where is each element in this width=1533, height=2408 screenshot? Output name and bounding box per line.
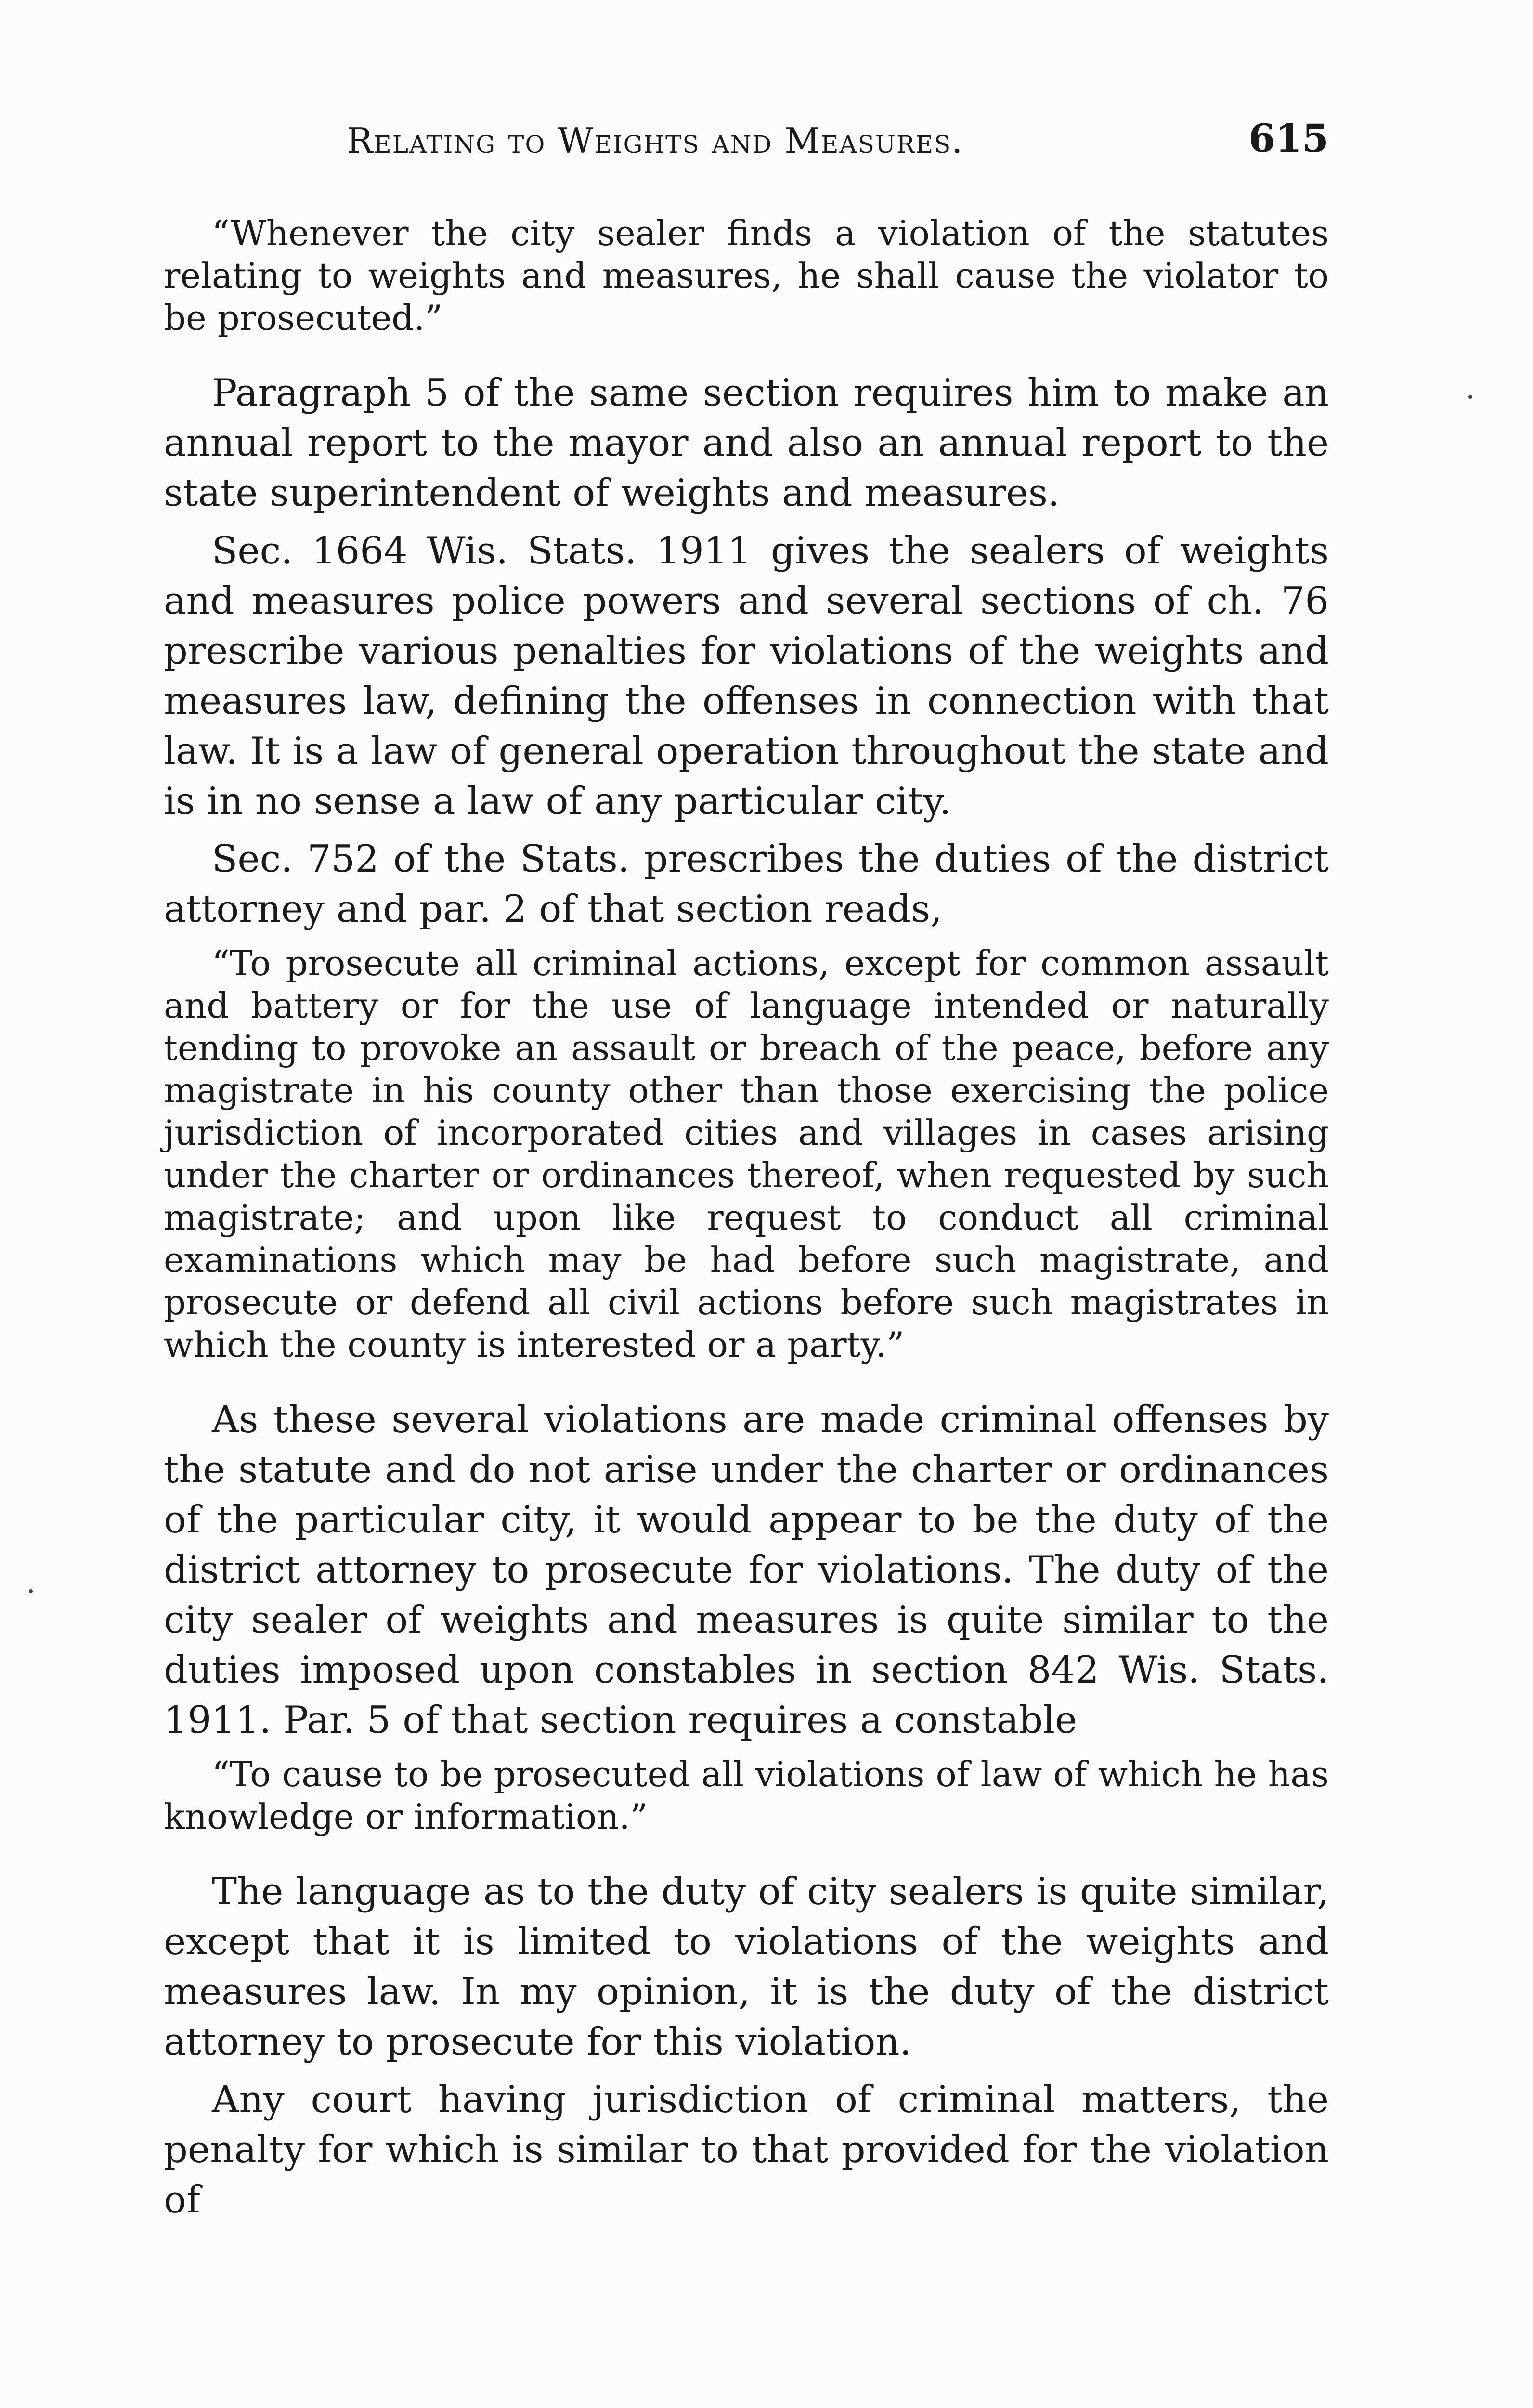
page-body bbox=[164, 212, 1329, 2225]
speck-mark bbox=[29, 1589, 33, 1593]
speck-mark bbox=[1468, 395, 1472, 399]
quote-paragraph-prosecute: “To prosecute all criminal actions, except for common assault and battery or for the use of language intended or naturally tending to provoke an assault or breach of the peace, before any magistrate in his county other than those exercising the police jurisdiction of incorporated cities and villages in cases arising under the charter or ordinances thereof, when requested by such magistrate; and upon like request to conduct all criminal examinations which may be had before such magistrate, and prosecute or defend all civil actions before such magistrates in which the county is interested or a party.” bbox=[164, 943, 1329, 1365]
paragraph-sec-752: Sec. 752 of the Stats. prescribes the duties of the district attorney and par. 2 of that section reads, bbox=[164, 838, 1329, 931]
paragraph-court-jurisdiction: Any court having jurisdiction of criminal matters, the penalty for which is similar to that provided for the violation of bbox=[164, 2078, 1329, 2222]
quote-paragraph-sealer: “Whenever the city sealer finds a violation of the statutes relating to weights and measures, he shall cause the violator to be prosecuted.” bbox=[164, 213, 1329, 338]
paragraph-annual-report: Paragraph 5 of the same section requires him to make an annual report to the mayor and also an annual report to the state superintendent of weights and measures. bbox=[164, 371, 1329, 515]
running-head: Relating to Weights and Measures. bbox=[347, 120, 964, 161]
paragraph-opinion: The language as to the duty of city sealers is quite similar, except that it is limited to violations of the weights and measures law. In my opinion, it is the duty of the district attorney to prosecute for this violation. bbox=[164, 1870, 1329, 2064]
paragraph-sec-1664: Sec. 1664 Wis. Stats. 1911 gives the sealers of weights and measures police powers and several sections of ch. 76 prescribe various penalties for violations of the weights and measures law, defining the offenses in connection with that law. It is a law of general operation throughout the state and is in no sense a law of any particular city. bbox=[164, 529, 1329, 823]
quote-paragraph-constable: “To cause to be prosecuted all violations of law of which he has knowledge or information.” bbox=[164, 1754, 1329, 1837]
paragraph-criminal-offenses: As these several violations are made criminal offenses by the statute and do not arise under the charter or ordinances of the particular city, it would appear to be the duty of the district attorney to prosecute for violations. The duty of the city sealer of weights and measures is quite similar to the duties imposed upon constables in section 842 Wis. Stats. 1911. Par. 5 of that section requires a constable bbox=[164, 1398, 1329, 1742]
page-header bbox=[164, 116, 1329, 173]
page-number: 615 bbox=[1248, 116, 1329, 161]
